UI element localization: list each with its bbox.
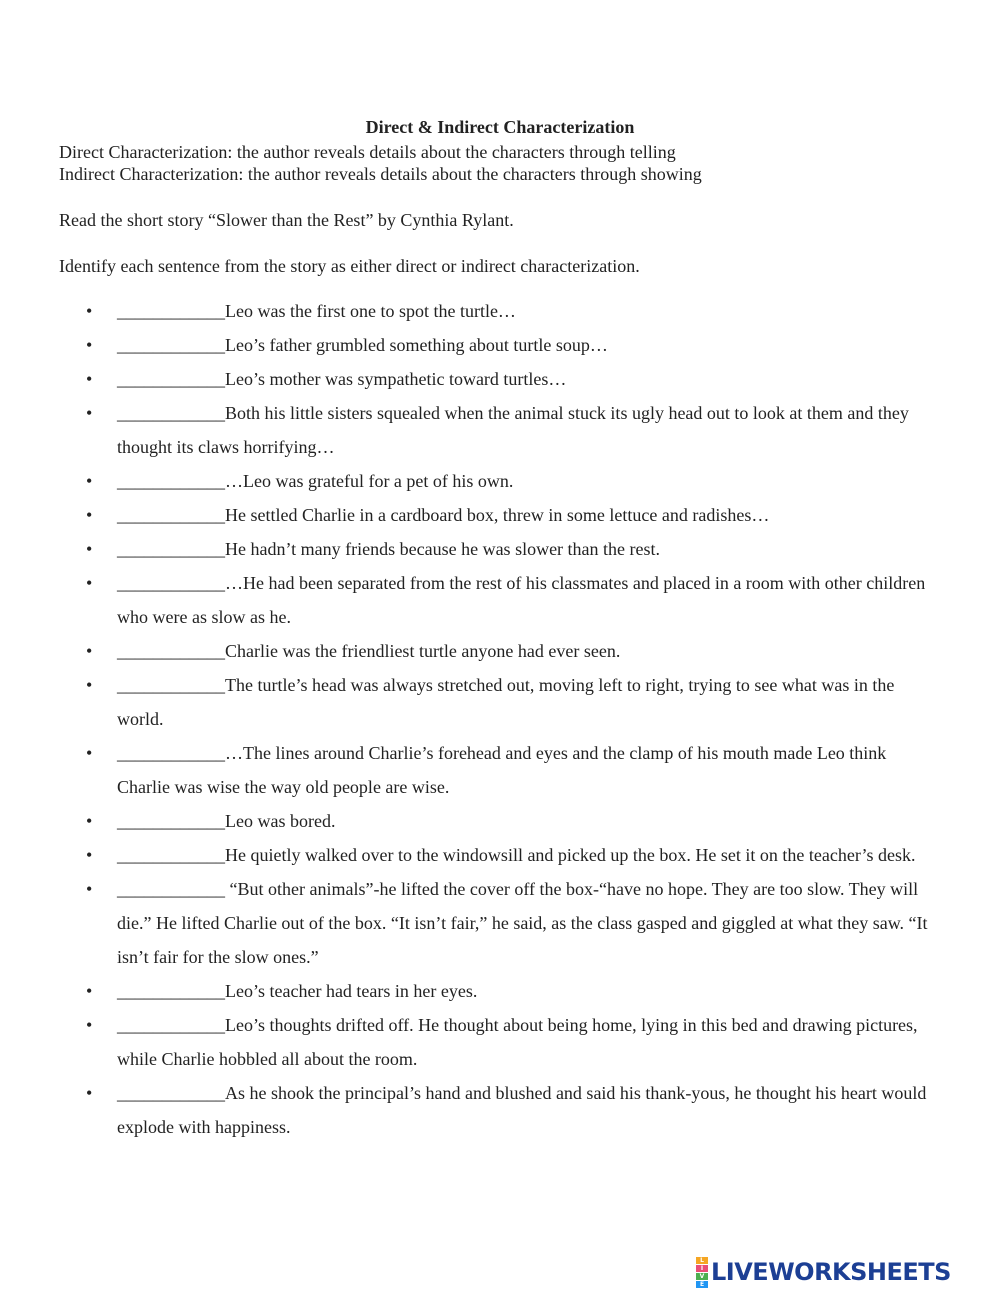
bullet-icon: •: [86, 539, 93, 559]
sentence-text: …Leo was grateful for a pet of his own.: [225, 471, 514, 491]
logo-text: LIVEWORKSHEETS: [711, 1258, 951, 1286]
bullet-icon: •: [86, 641, 93, 661]
list-item: [0, 464, 1000, 498]
sentence-text: He hadn’t many friends because he was slower than the rest.: [225, 539, 661, 559]
list-item: [0, 634, 1000, 668]
answer-blank[interactable]: ____________: [117, 675, 225, 695]
list-item: [0, 1008, 1000, 1076]
answer-blank[interactable]: ____________: [117, 369, 225, 389]
logo-mark-letter: V: [696, 1273, 708, 1280]
list-item: [0, 498, 1000, 532]
bullet-icon: •: [86, 505, 93, 525]
sentence-text: …The lines around Charlie’s forehead and eyes and the clamp of his mouth made Leo think Charlie was wise the way old people are wise.: [117, 743, 887, 797]
logo-mark-letter: L: [696, 1257, 708, 1264]
logo-mark-letter: E: [696, 1281, 708, 1288]
read-instruction: Read the short story “Slower than the Rest” by Cynthia Rylant.: [59, 210, 514, 230]
sentence-text: Leo’s father grumbled something about turtle soup…: [225, 335, 608, 355]
answer-blank[interactable]: ____________: [117, 1083, 225, 1103]
answer-blank[interactable]: ____________: [117, 505, 225, 525]
answer-blank[interactable]: ____________: [117, 879, 225, 899]
bullet-icon: •: [86, 879, 93, 899]
sentence-text: The turtle’s head was always stretched out, moving left to right, trying to see what was in the world.: [117, 675, 895, 729]
bullet-icon: •: [86, 1015, 93, 1035]
sentence-text: …He had been separated from the rest of his classmates and placed in a room with other children who were as slow as he.: [117, 573, 926, 627]
answer-blank[interactable]: ____________: [117, 335, 225, 355]
list-item: [0, 1076, 1000, 1144]
list-item: [0, 362, 1000, 396]
sentence-text: Charlie was the friendliest turtle anyone had ever seen.: [225, 641, 621, 661]
answer-blank[interactable]: ____________: [117, 1015, 225, 1035]
bullet-icon: •: [86, 403, 93, 423]
sentence-text: Both his little sisters squealed when the animal stuck its ugly head out to look at them and they thought its claws horrifying…: [117, 403, 909, 457]
bullet-icon: •: [86, 845, 93, 865]
answer-blank[interactable]: ____________: [117, 471, 225, 491]
answer-blank[interactable]: ____________: [117, 743, 225, 763]
list-item: [0, 974, 1000, 1008]
answer-blank[interactable]: ____________: [117, 539, 225, 559]
logo-icon: [696, 1256, 708, 1288]
answer-blank[interactable]: ____________: [117, 403, 225, 423]
sentence-text: Leo’s teacher had tears in her eyes.: [225, 981, 478, 1001]
sentence-text: “But other animals”-he lifted the cover off the box-“have no hope. They are too slow. They will die.” He lifted Charlie out of the box. “It isn’t fair,” he said, as the class gasped and giggled at what they saw. “It isn’t fair for the slow ones.”: [117, 879, 928, 967]
sentence-text: Leo’s thoughts drifted off. He thought about being home, lying in this bed and drawing pictures, while Charlie hobbled all about the room.: [117, 1015, 918, 1069]
bullet-icon: •: [86, 471, 93, 491]
sentence-text: Leo was bored.: [225, 811, 336, 831]
identify-instruction: Identify each sentence from the story as either direct or indirect characterization.: [59, 256, 640, 276]
sentence-text: Leo’s mother was sympathetic toward turtles…: [225, 369, 567, 389]
page-title: Direct & Indirect Characterization: [365, 117, 635, 137]
answer-blank[interactable]: ____________: [117, 641, 225, 661]
sentence-text: He quietly walked over to the windowsill and picked up the box. He set it on the teacher’s desk.: [225, 845, 916, 865]
list-item: [0, 532, 1000, 566]
list-item: [0, 668, 1000, 736]
sentence-text: As he shook the principal’s hand and blushed and said his thank-yous, he thought his heart would explode with happiness.: [117, 1083, 927, 1137]
bullet-icon: •: [86, 301, 93, 321]
bullet-icon: •: [86, 743, 93, 763]
logo-mark-letter: I: [696, 1265, 708, 1272]
direct-definition: Direct Characterization: the author reveals details about the characters through telling: [59, 142, 676, 162]
liveworksheets-logo: [696, 1257, 951, 1287]
list-item: [0, 328, 1000, 362]
answer-blank[interactable]: ____________: [117, 573, 225, 593]
sentence-list: [0, 294, 1000, 1144]
list-item: [0, 838, 1000, 872]
bullet-icon: •: [86, 573, 93, 593]
list-item: [0, 736, 1000, 804]
answer-blank[interactable]: ____________: [117, 981, 225, 1001]
bullet-icon: •: [86, 675, 93, 695]
list-item: [0, 396, 1000, 464]
bullet-icon: •: [86, 811, 93, 831]
bullet-icon: •: [86, 981, 93, 1001]
answer-blank[interactable]: ____________: [117, 811, 225, 831]
sentence-text: He settled Charlie in a cardboard box, threw in some lettuce and radishes…: [225, 505, 770, 525]
list-item: [0, 566, 1000, 634]
sentence-text: Leo was the first one to spot the turtle…: [225, 301, 516, 321]
answer-blank[interactable]: ____________: [117, 301, 225, 321]
bullet-icon: •: [86, 369, 93, 389]
bullet-icon: •: [86, 335, 93, 355]
list-item: [0, 294, 1000, 328]
answer-blank[interactable]: ____________: [117, 845, 225, 865]
indirect-definition: Indirect Characterization: the author reveals details about the characters through showing: [59, 164, 702, 184]
list-item: [0, 872, 1000, 974]
list-item: [0, 804, 1000, 838]
bullet-icon: •: [86, 1083, 93, 1103]
